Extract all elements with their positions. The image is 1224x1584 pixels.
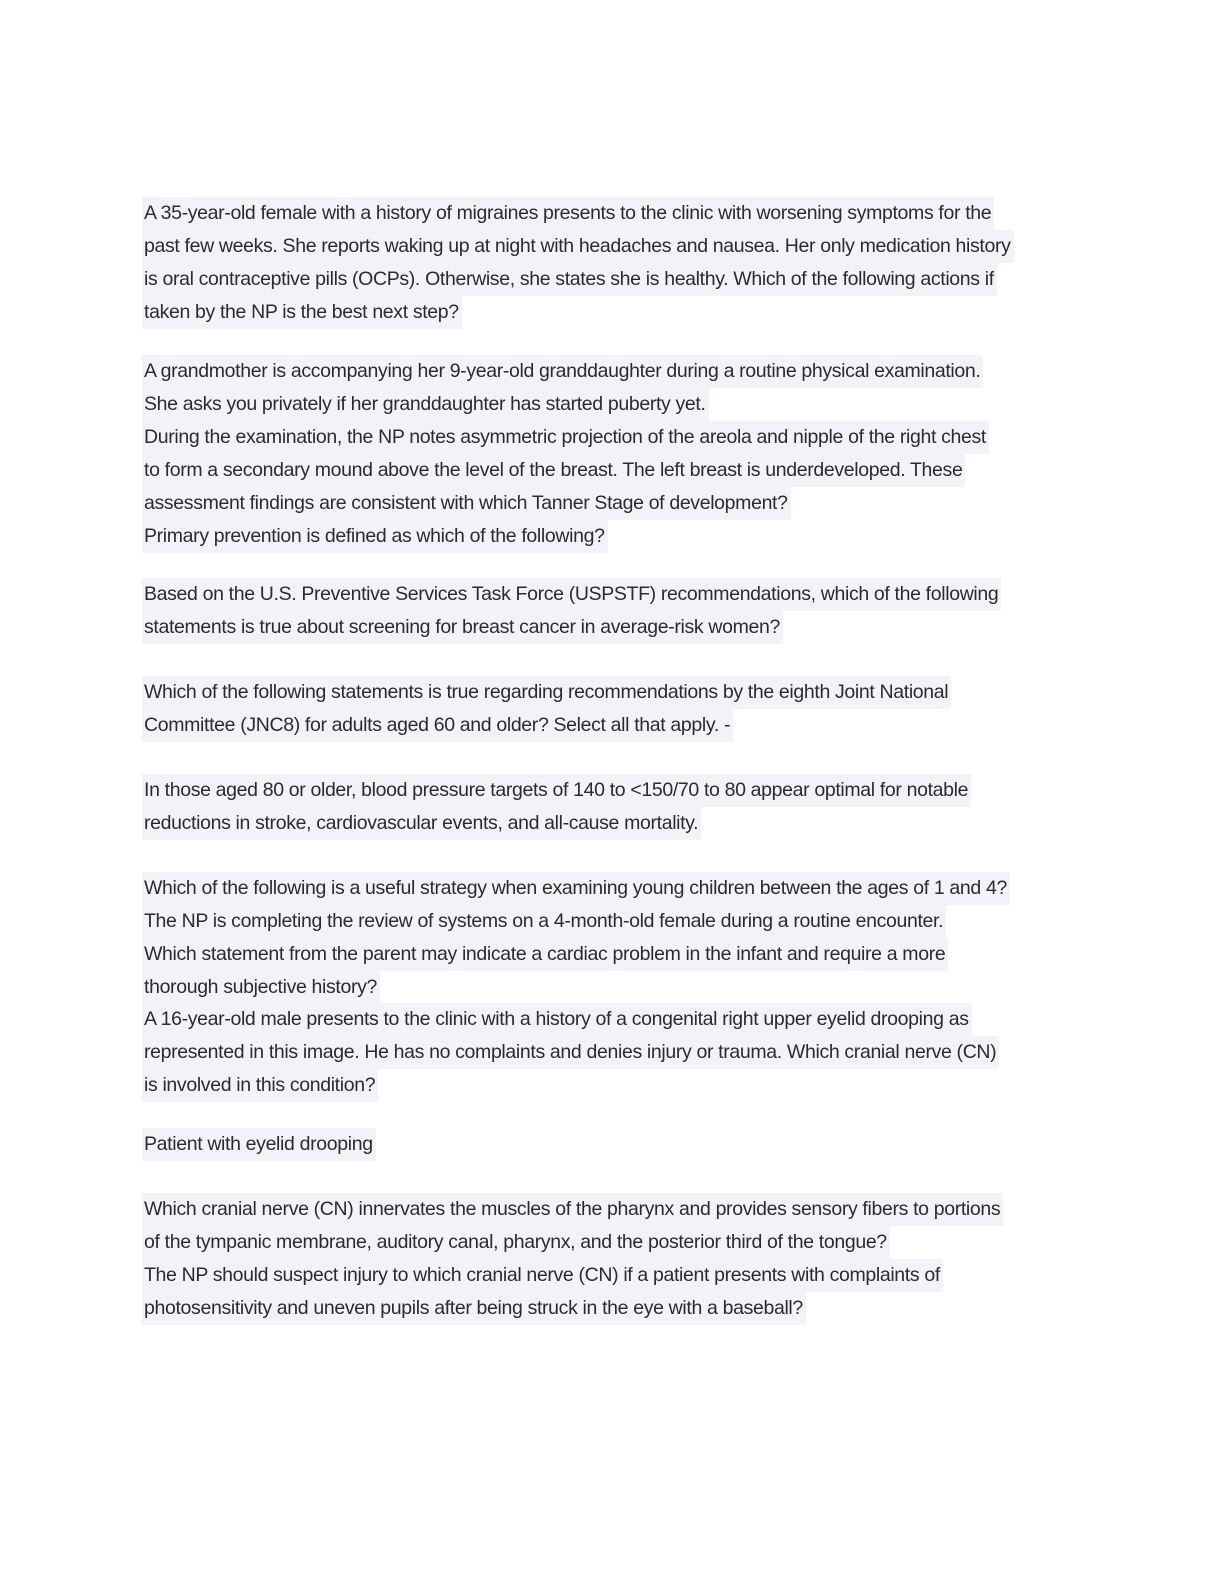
text-line: of the tympanic membrane, auditory canal, pharynx, and the posterior third of the tongue? (142, 1226, 890, 1259)
text-line: The NP is completing the review of systems on a 4-month-old female during a routine encounter. (142, 905, 946, 938)
text-line: Based on the U.S. Preventive Services Task Force (USPSTF) recommendations, which of the following (142, 578, 1001, 611)
text-line: Primary prevention is defined as which of the following? (142, 520, 608, 553)
text-line: past few weeks. She reports waking up at night with headaches and nausea. Her only medication history (142, 230, 1014, 263)
image-caption: Patient with eyelid drooping (142, 1128, 376, 1161)
text-line: Which cranial nerve (CN) innervates the muscles of the pharynx and provides sensory fibers to portions (142, 1193, 1003, 1226)
text-line: taken by the NP is the best next step? (142, 296, 462, 329)
text-line: reductions in stroke, cardiovascular events, and all-cause mortality. (142, 807, 701, 840)
text-line: A grandmother is accompanying her 9-year-old granddaughter during a routine physical examination. (142, 355, 983, 388)
text-line: The NP should suspect injury to which cranial nerve (CN) if a patient presents with complaints of (142, 1259, 943, 1292)
text-line: to form a secondary mound above the level of the breast. The left breast is underdeveloped. These (142, 454, 965, 487)
text-line: In those aged 80 or older, blood pressure targets of 140 to <150/70 to 80 appear optimal for notable (142, 774, 971, 807)
text-line: statements is true about screening for breast cancer in average-risk women? (142, 611, 783, 644)
text-line: is involved in this condition? (142, 1069, 378, 1102)
text-line: She asks you privately if her granddaughter has started puberty yet. (142, 388, 709, 421)
text-line: A 35-year-old female with a history of migraines presents to the clinic with worsening symptoms for the (142, 197, 994, 230)
text-line: During the examination, the NP notes asymmetric projection of the areola and nipple of the right chest (142, 421, 989, 454)
text-line: photosensitivity and uneven pupils after being struck in the eye with a baseball? (142, 1292, 806, 1325)
text-line: represented in this image. He has no complaints and denies injury or trauma. Which cranial nerve (CN) (142, 1036, 999, 1069)
text-line: thorough subjective history? (142, 971, 380, 1004)
text-line: Committee (JNC8) for adults aged 60 and older? Select all that apply. - (142, 709, 733, 742)
text-line: Which of the following is a useful strategy when examining young children between the ages of 1 and 4? (142, 872, 1010, 905)
text-line: assessment findings are consistent with which Tanner Stage of development? (142, 487, 791, 520)
text-line: Which of the following statements is true regarding recommendations by the eighth Joint National (142, 676, 951, 709)
text-line: is oral contraceptive pills (OCPs). Otherwise, she states she is healthy. Which of the following actions if (142, 263, 997, 296)
text-line: A 16-year-old male presents to the clinic with a history of a congenital right upper eyelid drooping as (142, 1003, 972, 1036)
text-line: Which statement from the parent may indicate a cardiac problem in the infant and require a more (142, 938, 948, 971)
